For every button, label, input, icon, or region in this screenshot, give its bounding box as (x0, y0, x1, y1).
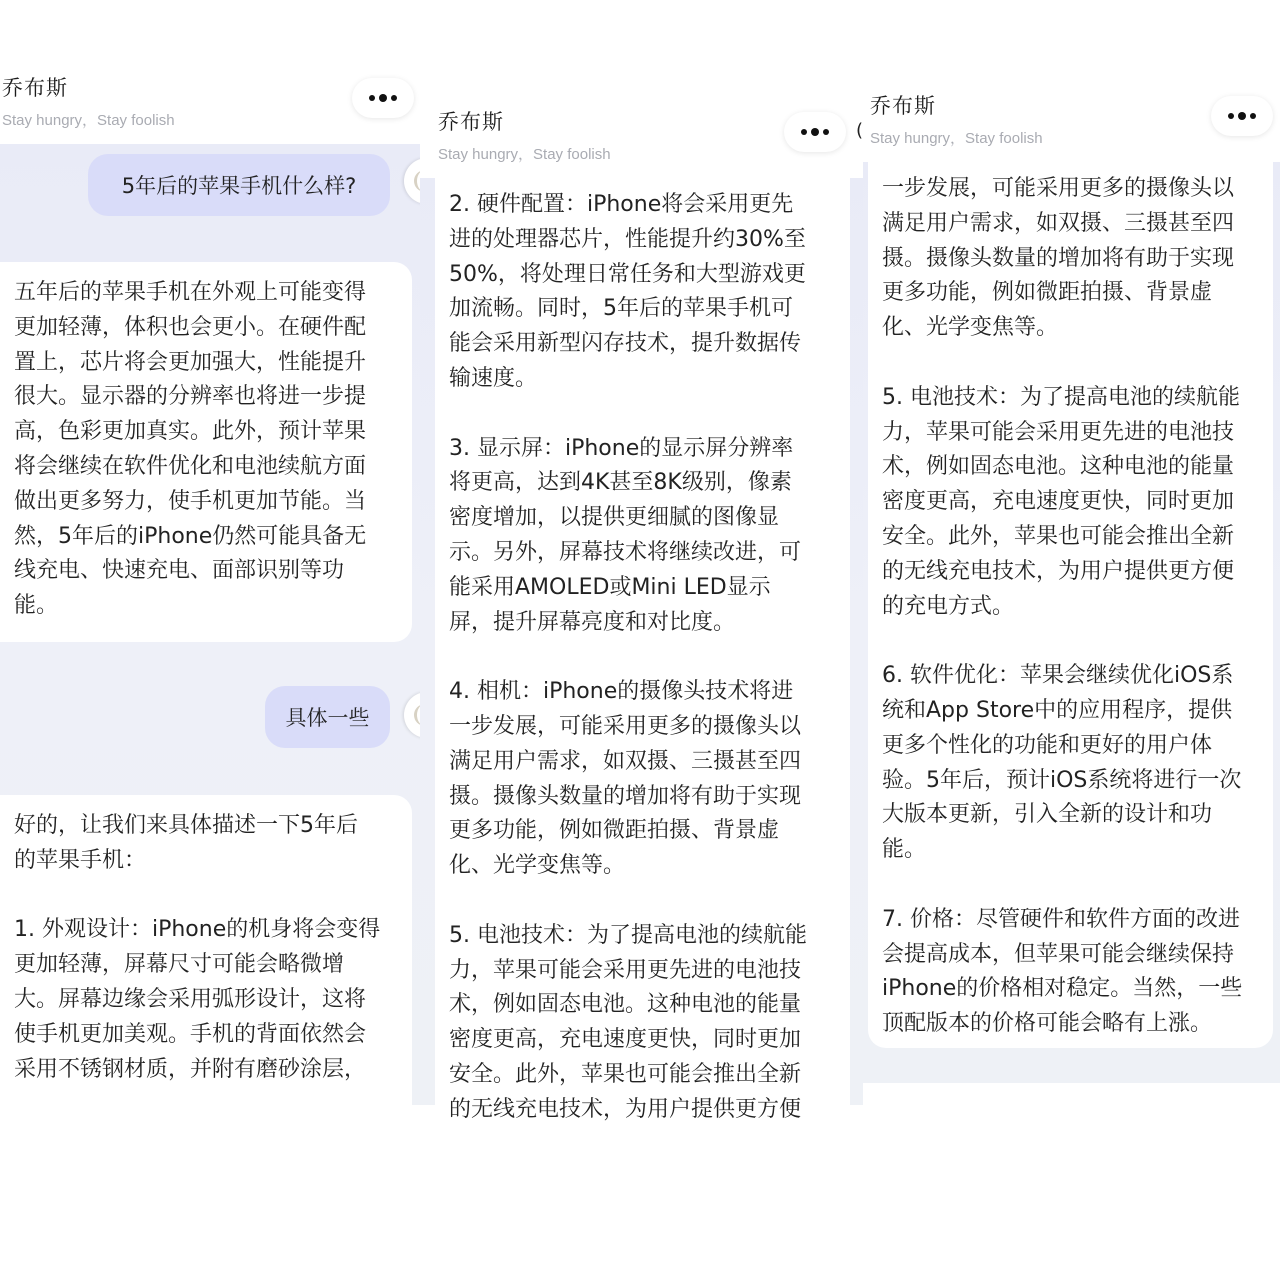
chat-header (0, 60, 420, 144)
chat-header (863, 78, 1280, 162)
chat-header (420, 94, 863, 178)
more-options-button[interactable] (784, 112, 846, 152)
chat-subtitle: Stay hungry，Stay foolish (870, 130, 1043, 147)
user-message: 5年后的苹果手机什么样? (88, 154, 390, 216)
more-dots-icon (1228, 113, 1234, 119)
chat-screenshot-1 (0, 60, 420, 1105)
ai-message: 一步发展，可能采用更多的摄像头以 满足用户需求，如双摄、三摄甚至四 摄。摄像头数量的增加将有助于实现 更多功能，例如微距拍摄、背景虚 化、光学变焦等。 5. 电池技术：为了提高电池的续航能 力，苹果可能会采用更先进的电池技 术，例如固态电池。这种电池的能量 密度更高，充电速度更快，同时更加 安全。此外，苹果也可能会推出全新 的无线充电技术，为用户提供更方便 的充电方式。 6. 软件优化：苹果会继续优化iOS系 统和App Store中的应用程序，提供 更多个性化的功能和更好的用户体 验。5年后，预计iOS系统将进行一次 大版本更新，引入全新的设计和功 能。 7. 价格：尽管硬件和软件方面的改进 会提高成本，但苹果可能会继续保持 iPhone的价格相对稳定。当然，一些 顶配版本的价格可能会略有上涨。 (868, 158, 1273, 1048)
chat-title: 乔布斯 (870, 94, 936, 118)
more-dots-icon (801, 129, 807, 135)
ai-message: 2. 硬件配置：iPhone将会采用更先 进的处理器芯片，性能提升约30%至 50%，将处理日常任务和大型游戏更 加流畅。同时，5年后的苹果手机可 能会采用新型闪存技术，提升数据传 输速度。 3. 显示屏：iPhone的显示屏分辨率 将更高，达到4K甚至8K级别，像素 密度增加，以提供更细腻的图像显 示。另外，屏幕技术将继续改进，可 能采用AMOLED或Mini LED显示 屏，提升屏幕亮度和对比度。 4. 相机：iPhone的摄像头技术将进 一步发展，可能采用更多的摄像头以 满足用户需求，如双摄、三摄甚至四 摄。摄像头数量的增加将有助于实现 更多功能，例如微距拍摄、背景虚 化、光学变焦等。 5. 电池技术：为了提高电池的续航能 力，苹果可能会采用更先进的电池技 术，例如固态电池。这种电池的能量 密度更高，充电速度更快，同时更加 安全。此外，苹果也可能会推出全新 的无线充电技术，为用户提供更方便 (435, 174, 850, 1114)
chat-screenshot-2 (420, 94, 864, 1122)
ai-message: 五年后的苹果手机在外观上可能变得 更加轻薄，体积也会更小。在硬件配 置上，芯片将会更加强大，性能提升 很大。显示器的分辨率也将进一步提 高，色彩更加真实。此外，预计苹果 将会继续在软件优化和电池续航方面 做出更多努力，使手机更加节能。当 然，5年后的iPhone仍然可能具备无 线充电、快速充电、面部识别等功 能。 (0, 262, 412, 642)
more-dots-icon (369, 95, 375, 101)
chat-title: 乔布斯 (438, 110, 504, 134)
ai-message: 好的，让我们来具体描述一下5年后 的苹果手机： 1. 外观设计：iPhone的机身将会变得 更加轻薄，屏幕尺寸可能会略微增 大。屏幕边缘会采用弧形设计，这将 使手机更加美观。手机的背面依然会 采用不锈钢材质，并附有磨砂涂层， (0, 795, 412, 1125)
more-options-button[interactable] (352, 78, 414, 118)
partial-icon: ( (856, 120, 864, 141)
chat-title: 乔布斯 (2, 76, 68, 100)
chat-screenshot-3 (863, 78, 1280, 1083)
more-options-button[interactable] (1211, 96, 1273, 136)
chat-subtitle: Stay hungry，Stay foolish (2, 112, 175, 129)
user-message: 具体一些 (265, 686, 390, 748)
chat-subtitle: Stay hungry，Stay foolish (438, 146, 611, 163)
